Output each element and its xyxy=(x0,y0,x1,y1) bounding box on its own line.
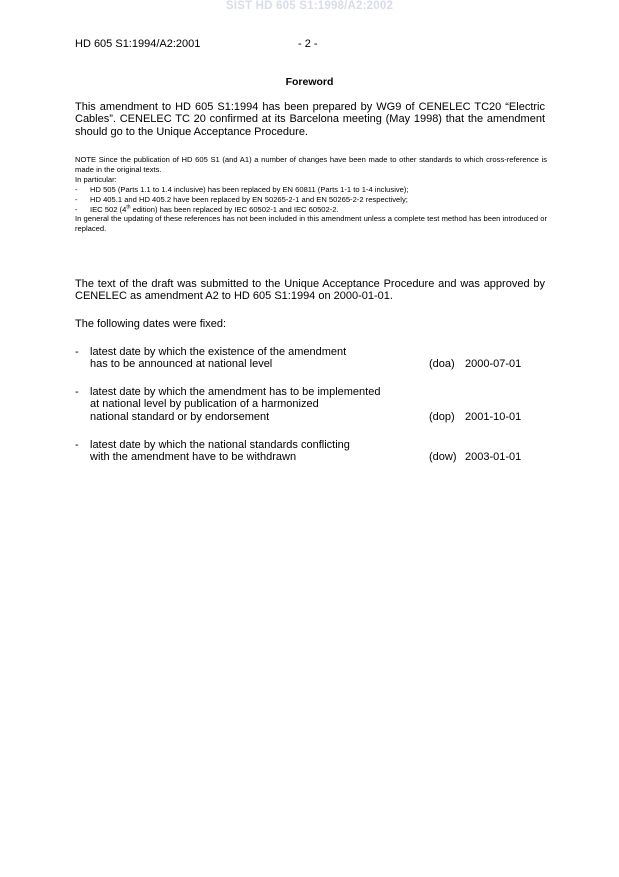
dash: - xyxy=(75,346,79,358)
date-line: with the amendment have to be withdrawn xyxy=(90,451,297,464)
dash: - xyxy=(75,386,79,398)
note-block xyxy=(75,155,547,234)
iec-pre: IEC 502 (4 xyxy=(90,204,127,214)
watermark: SIST HD 605 S1:1998/A2:2002 xyxy=(225,0,394,12)
document-id: HD 605 S1:1994/A2:2001 xyxy=(75,38,201,50)
note-item-text: HD 505 (Parts 1.1 to 1.4 inclusive) has been replaced by EN 60811 (Parts 1-1 to 1-4 inclusive); xyxy=(90,184,409,194)
date-line: has to be announced at national level xyxy=(90,358,273,371)
note-item xyxy=(75,185,547,195)
dash: - xyxy=(75,184,78,194)
date-item-doa xyxy=(75,346,545,371)
dash: - xyxy=(75,194,78,204)
iec-sup: th xyxy=(126,204,131,210)
date-line: latest date by which the existence of the amendment xyxy=(90,346,347,358)
note-item xyxy=(75,205,547,215)
dates-intro: The following dates were fixed: xyxy=(75,318,227,330)
dash: - xyxy=(75,204,78,214)
intro-paragraph: This amendment to HD 605 S1:1994 has been prepared by WG9 of CENELEC TC20 “Electric Cables”. CENELEC TC 20 confirmed at its Barcelona meeting (May 1998) that the amendment should go to the Unique Acceptance Procedure. xyxy=(75,101,545,138)
note-closing: In general the updating of these references has not been included in this amendment unless a complete test method has been introduced or replaced. xyxy=(75,214,547,234)
page-number: - 2 - xyxy=(298,38,318,50)
note-item-text xyxy=(90,205,339,214)
date-line: latest date by which the national standards conflicting xyxy=(90,439,350,451)
date-line: at national level by publication of a harmonized xyxy=(90,398,319,411)
date-item-dow xyxy=(75,439,545,464)
date-value: 2000-07-01 xyxy=(465,358,522,371)
date-code: (dop) xyxy=(429,410,455,423)
note-text: NOTE Since the publication of HD 605 S1 (and A1) a number of changes have been made to other standards to which cross-reference is made in the original texts. xyxy=(75,155,547,174)
date-value: 2003-01-01 xyxy=(465,451,522,464)
date-value: 2001-10-01 xyxy=(465,410,522,423)
note-item xyxy=(75,195,547,205)
note-item-text: HD 405.1 and HD 405.2 have been replaced by EN 50265-2-1 and EN 50265-2-2 respectively; xyxy=(90,194,408,204)
iec-post: edition) has been replaced by IEC 60502-1 and IEC 60502-2. xyxy=(130,204,339,214)
date-code: (doa) xyxy=(429,358,455,371)
note-in-particular: In particular: xyxy=(75,174,117,184)
date-code: (dow) xyxy=(429,451,457,464)
dash: - xyxy=(75,439,79,451)
date-line: national standard or by endorsement xyxy=(90,410,270,423)
section-heading: Foreword xyxy=(285,76,334,88)
approval-paragraph: The text of the draft was submitted to the Unique Acceptance Procedure and was approved by CENELEC as amendment A2 to HD 605 S1:1994 on 2000-01-01. xyxy=(75,278,545,303)
date-item-dop xyxy=(75,386,545,423)
date-line: latest date by which the amendment has to be implemented xyxy=(90,386,381,398)
